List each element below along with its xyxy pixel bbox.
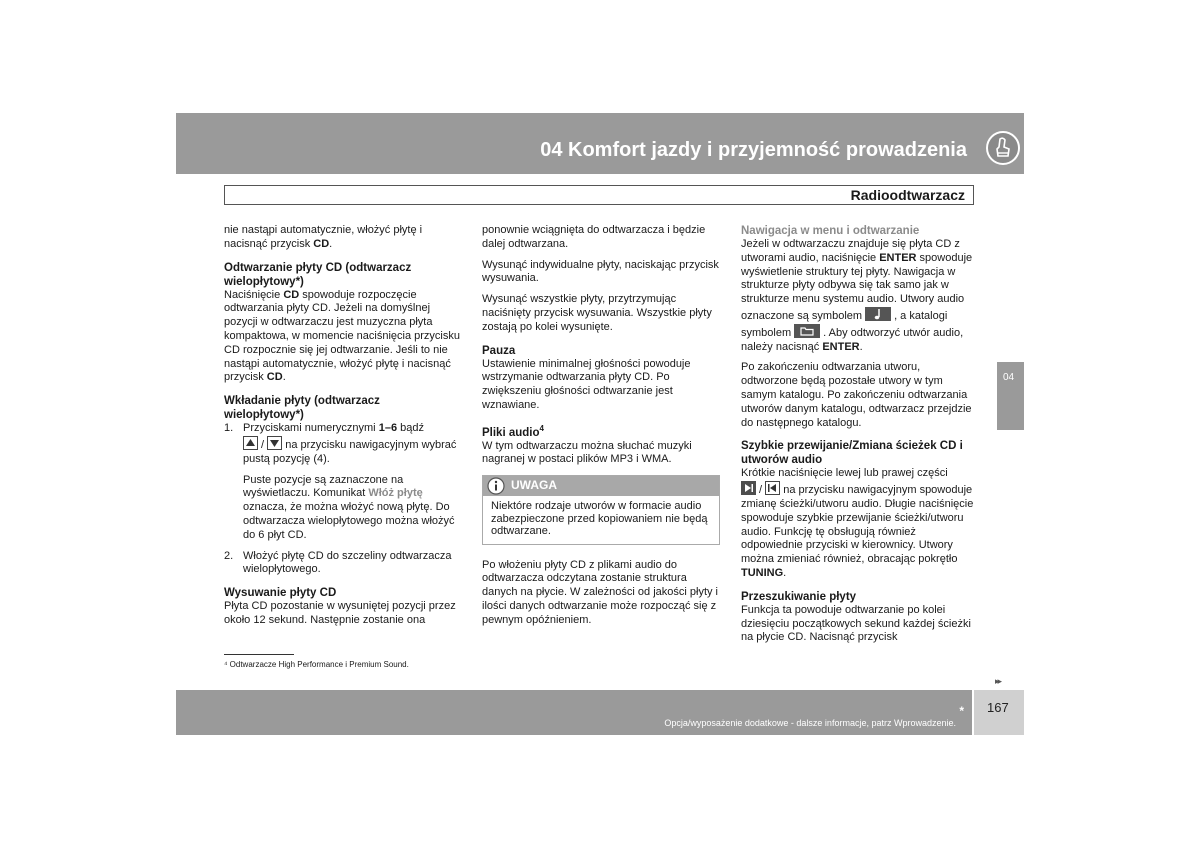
paragraph: Po zakończeniu odtwarzania utworu, odtworzone będą pozostałe utwory w tym samym katalogu. Po zakończeniu odtwarzania utworów danym katalogu, odtwarzacz przejdzie do następnego katalogu. bbox=[741, 361, 972, 429]
list-item: 1. Przyciskami numerycznymi 1–6 bądź / na przycisku nawigacyjnym wybrać pustą pozycję (4). Puste pozycje są zaznaczone na wyświetlaczu. Komunikat Włóż płytę oznacza, że można włożyć nową płytę. Do odtwarzacza wielopłytowego można włożyć do 6 płyt CD. bbox=[224, 422, 457, 541]
note-header bbox=[483, 476, 719, 496]
skip-back-icon bbox=[765, 481, 780, 495]
heading-menu-navigation: Nawigacja w menu i odtwarzanie bbox=[741, 225, 920, 237]
paragraph: Po włożeniu płyty CD z plikami audio do odtwarzacza odczytana zostanie struktura danych na płycie. W zależności od jakości płyty i ilości danych odtwarzanie może rozpocząć się z pewnym opóźnieniem. bbox=[482, 558, 718, 626]
arrow-up-icon bbox=[243, 436, 258, 450]
column-3 bbox=[741, 224, 979, 652]
paragraph: Ustawienie minimalnej głośności powoduje wstrzymanie odtwarzania płyty CD. Po zwiększeniu głośności odtwarzanie jest wznawiane. bbox=[482, 357, 691, 411]
footer-text: Opcja/wyposażenie dodatkowe - dalsze informacje, patrz Wprowadzenie. bbox=[664, 718, 956, 728]
heading-eject: Wysuwanie płyty CD bbox=[224, 587, 337, 600]
footer-asterisk: * bbox=[959, 704, 964, 718]
paragraph: Jeżeli w odtwarzaczu znajduje się płyta CD z utworami audio, naciśnięcie ENTER spowoduje wyświetlenie struktury tej płyty. Nawigacja w strukturze płyty odbywa się tak samo jak w strukturze menu systemu audio. Utwory audio oznaczone są symbolem , a katalogi symbolem . Aby odtworzyć utwór audio, należy nacisnąć ENTER. bbox=[741, 238, 973, 353]
heading-insert-disc: Wkładanie płyty (odtwarzacz wielopłytowy*) bbox=[224, 395, 380, 422]
seat-icon bbox=[986, 131, 1020, 165]
paragraph: Naciśnięcie CD spowoduje rozpoczęcie odtwarzania płyty CD. Jeżeli na domyślnej pozycji w odtwarzaczu jest muzyczna płyta kompaktowa, w momencie naciśnięcia przycisku CD rozpocznie się jej odtwarzanie. Jeśli to nie nastąpi automatycznie, włożyć płytę i nacisnąć przycisk CD. bbox=[224, 288, 460, 384]
display-message: Włóż płytę bbox=[368, 487, 423, 500]
footnote: ⁴ Odtwarzacze High Performance i Premium Sound. bbox=[224, 660, 409, 669]
chapter-tab-label: 04 bbox=[1003, 372, 1015, 383]
column-1 bbox=[224, 224, 462, 635]
paragraph: Płyta CD pozostanie w wysuniętej pozycji przez około 12 sekund. Następnie zostanie ona bbox=[224, 600, 456, 626]
page-number: 167 bbox=[987, 700, 1009, 715]
heading-pause: Pauza bbox=[482, 344, 516, 357]
heading-audio-files: Pliki audio$^4$ bbox=[482, 423, 544, 439]
skip-forward-icon bbox=[741, 481, 756, 495]
paragraph: Wysunąć wszystkie płyty, przytrzymując naciśnięty przycisk wysuwania. Wszystkie płyty zostają po kolei wysunięte. bbox=[482, 293, 712, 333]
folder-icon bbox=[794, 324, 820, 338]
chapter-tab bbox=[997, 362, 1024, 430]
info-icon bbox=[487, 477, 505, 495]
footnote-divider bbox=[224, 654, 294, 655]
footer-band bbox=[176, 690, 972, 735]
heading-cd-playback: Odtwarzanie płyty CD (odtwarzacz wielopłytowy*) bbox=[224, 261, 412, 288]
music-note-icon bbox=[865, 307, 891, 321]
chapter-header bbox=[176, 113, 1024, 174]
note-title: UWAGA bbox=[511, 478, 557, 493]
note-text: Niektóre rodzaje utworów w formacie audio zabezpieczone przed kopiowaniem nie będą odtwarzane. bbox=[491, 500, 708, 538]
arrow-down-icon bbox=[267, 436, 282, 450]
column-2 bbox=[482, 224, 720, 635]
heading-disc-scan: Przeszukiwanie płyty bbox=[741, 590, 857, 603]
chapter-title: 04 Komfort jazdy i przyjemność prowadzenia bbox=[540, 139, 967, 161]
paragraph: nie nastąpi automatycznie, włożyć płytę i nacisnąć przycisk CD. bbox=[224, 224, 423, 250]
paragraph: Wysunąć indywidualne płyty, naciskając przycisk wysuwania. bbox=[482, 258, 719, 285]
paragraph: Krótkie naciśnięcie lewej lub prawej części / na przycisku nawigacyjnym spowoduje zmianę ścieżki/utworu audio. Długie naciśnięcie spowoduje szybkie przewijanie ścieżki/utworu audio. Funkcję tę obsługują również odpowiednie przyciski w kierownicy. Utwory można zmieniać również, obracając pokrętło TUNING. bbox=[741, 467, 974, 579]
note-box bbox=[482, 475, 720, 545]
page-number-box bbox=[974, 690, 1024, 735]
continue-arrows-icon: ▸▸ bbox=[995, 676, 1001, 686]
paragraph: ponownie wciągnięta do odtwarzacza i będzie dalej odtwarzana. bbox=[482, 224, 706, 250]
paragraph: W tym odtwarzaczu można słuchać muzyki nagranej w postaci plików MP3 i WMA. bbox=[482, 439, 692, 466]
section-header bbox=[224, 185, 974, 205]
list-item: 2. Włożyć płytę CD do szczeliny odtwarzacza wielopłytowego. bbox=[224, 549, 452, 576]
section-title: Radioodtwarzacz bbox=[850, 187, 965, 203]
paragraph: Funkcja ta powoduje odtwarzanie po kolei dziesięciu początkowych sekund każdej ścieżki na płycie CD. Nacisnąć przycisk bbox=[741, 603, 971, 644]
heading-fast-forward: Szybkie przewijanie/Zmiana ścieżek CD i utworów audio bbox=[741, 440, 963, 467]
